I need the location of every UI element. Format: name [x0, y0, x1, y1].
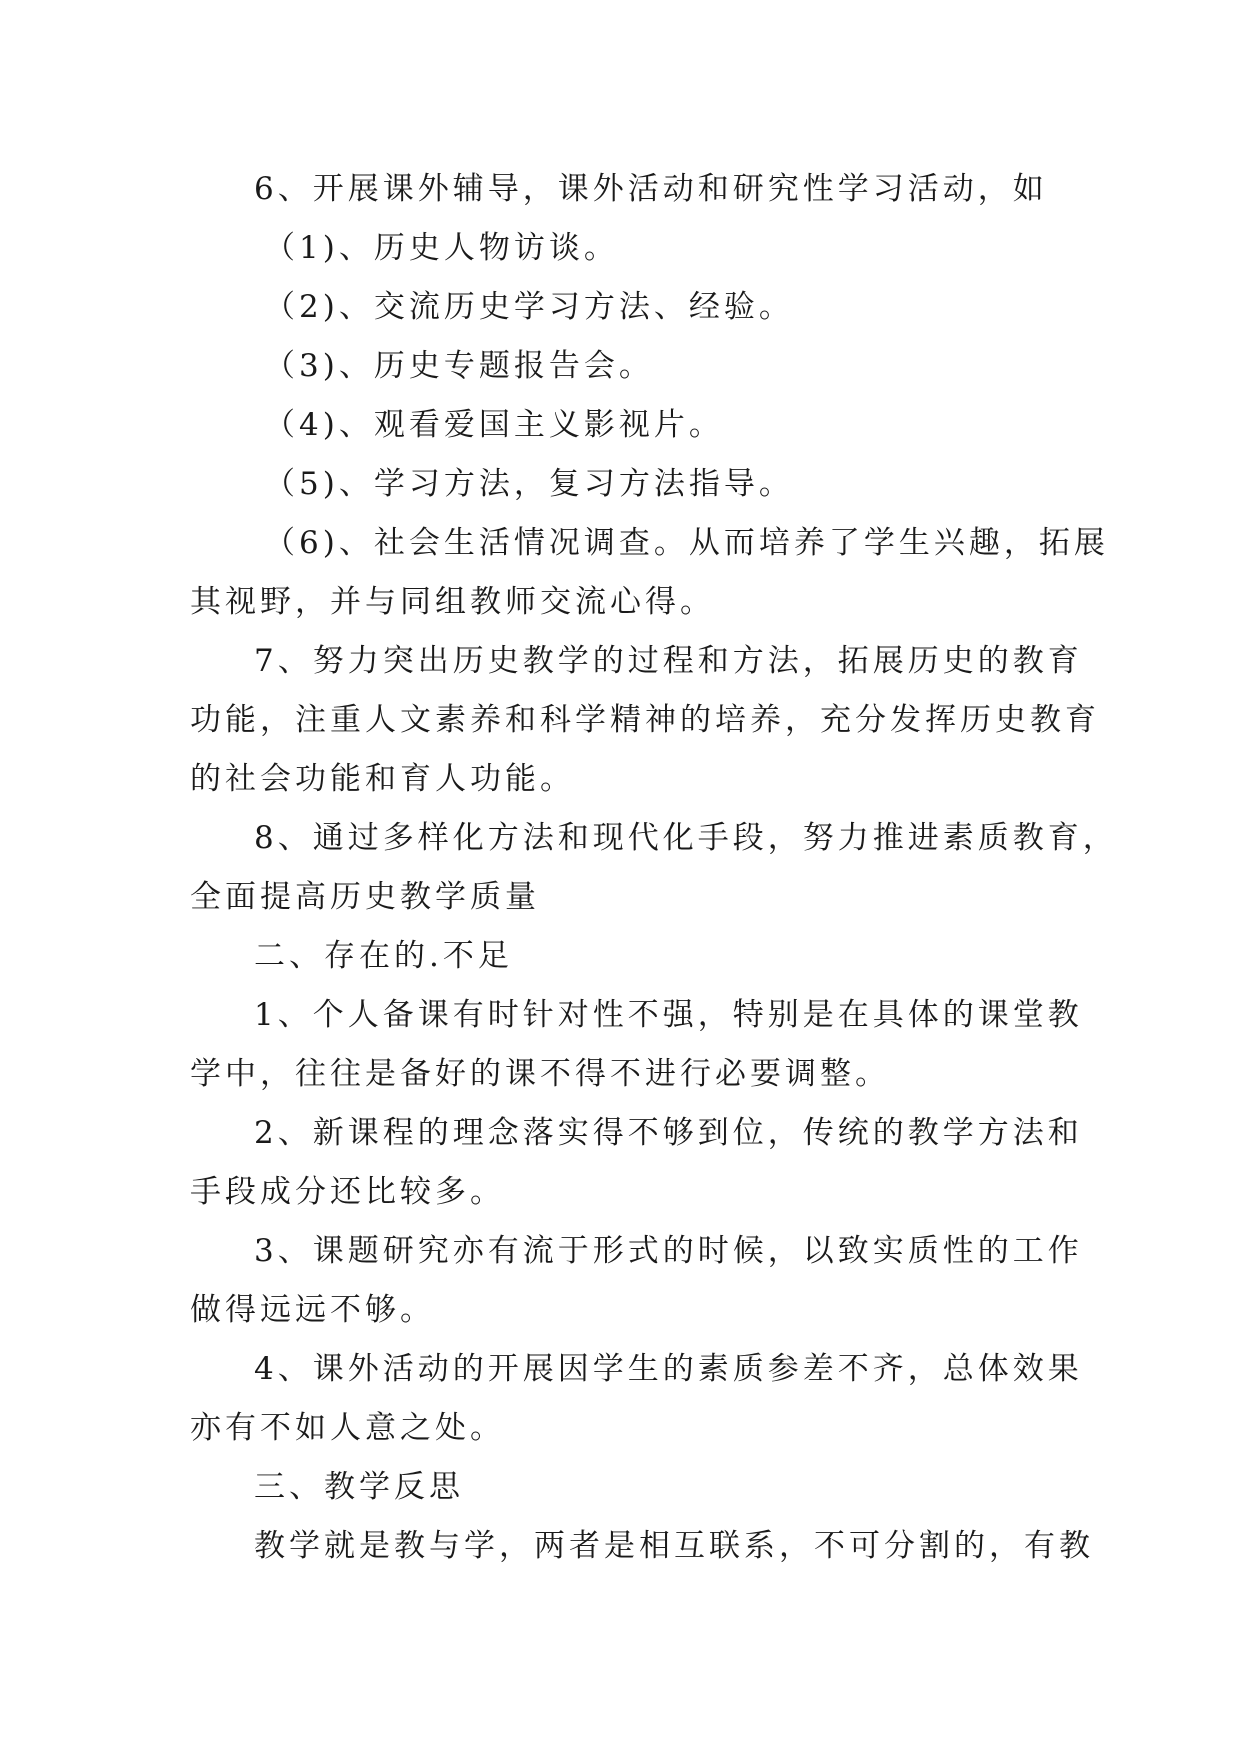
sub-item-3: （3)、历史专题报告会。: [264, 348, 654, 384]
paragraph-line: 学中，往往是备好的课不得不进行必要调整。: [190, 1056, 890, 1092]
deficiency-item-4: 4、课外活动的开展因学生的素质参差不齐，总体效果: [254, 1351, 1083, 1387]
paragraph-line: 做得远远不够。: [190, 1292, 435, 1328]
paragraph-line: 其视野，并与同组教师交流心得。: [190, 584, 715, 620]
item-6-heading: 6、开展课外辅导，课外活动和研究性学习活动，如: [254, 171, 1048, 207]
deficiency-item-1: 1、个人备课有时针对性不强，特别是在具体的课堂教: [254, 997, 1083, 1033]
sub-item-2: （2)、交流历史学习方法、经验。: [264, 289, 794, 325]
paragraph-line: 手段成分还比较多。: [190, 1174, 505, 1210]
item-8-heading: 8、通过多样化方法和现代化手段，努力推进素质教育，: [254, 820, 1118, 856]
paragraph-line: 亦有不如人意之处。: [190, 1410, 505, 1446]
paragraph-line: 的社会功能和育人功能。: [190, 761, 575, 797]
deficiency-item-3: 3、课题研究亦有流于形式的时候，以致实质性的工作: [254, 1233, 1083, 1269]
sub-item-5: （5)、学习方法，复习方法指导。: [264, 466, 794, 502]
section-heading-2: 二、存在的.不足: [254, 938, 513, 974]
item-7-heading: 7、努力突出历史教学的过程和方法，拓展历史的教育: [254, 643, 1083, 679]
reflection-paragraph: 教学就是教与学，两者是相互联系，不可分割的，有教: [254, 1528, 1094, 1564]
document-body: [190, 160, 1118, 1576]
sub-item-1: （1)、历史人物访谈。: [264, 230, 619, 266]
sub-item-4: （4)、观看爱国主义影视片。: [264, 407, 724, 443]
section-heading-3: 三、教学反思: [254, 1469, 464, 1505]
paragraph-line: 功能，注重人文素养和科学精神的培养，充分发挥历史教育: [190, 702, 1100, 738]
deficiency-item-2: 2、新课程的理念落实得不够到位，传统的教学方法和: [254, 1115, 1083, 1151]
paragraph-line: 全面提高历史教学质量: [190, 879, 540, 915]
sub-item-6: （6)、社会生活情况调查。从而培养了学生兴趣，拓展: [264, 525, 1109, 561]
